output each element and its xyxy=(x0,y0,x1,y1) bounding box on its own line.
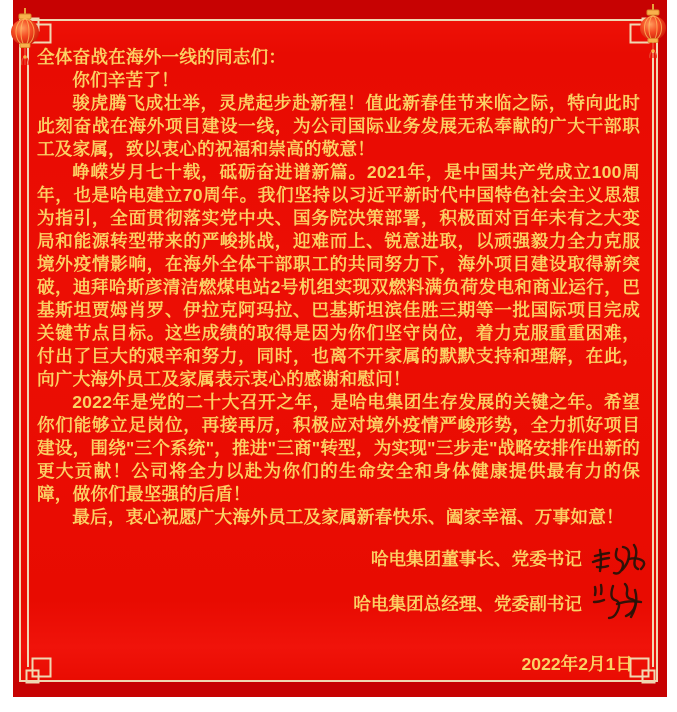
lantern-icon xyxy=(5,8,45,66)
frame-inner-line-right xyxy=(652,32,654,667)
handwritten-signature-icon xyxy=(587,579,647,631)
signer-title: 哈电集团总经理、党委副书记 xyxy=(353,594,582,614)
letter-paragraph: 峥嵘岁月七十载，砥砺奋进谱新篇。2021年，是中国共产党成立100周年，也是哈电建立70周年。我们坚持以习近平新时代中国特色社会主义思想为指引，全面贯彻落实党中央、国务院决策部署，积极面对百年未有之大变局和能源转型带来的严峻挑战，迎难而上、锐意进取，以顽强毅力全力克服境外疫情影响，在海外全体干部职工的共同努力下，海外项目建设取得新突破，迪拜哈斯彦清洁燃煤电站2号机组实现双燃料满负荷发电和商业运行，巴基斯坦贾姆肖罗、伊拉克阿玛拉、巴基斯坦滨佳胜三期等一批国际项目完成关键节点目标。这些成绩的取得是因为你们坚守岗位，着力克服重重困难，付出了巨大的艰辛和努力，同时，也离不开家属的默默支持和理解，在此，向广大海外员工及家属表示衷心的感谢和慰问！ xyxy=(37,162,640,389)
signer-title: 哈电集团董事长、党委书记 xyxy=(370,549,582,569)
corner-ornament-bottom-left-icon xyxy=(25,656,53,684)
letter-paragraph: 2022年是党的二十大召开之年，是哈电集团生存发展的关键之年。希望你们能够立足岗位，再接再厉，积极应对境外疫情严峻形势，全力抓好项目建设，围绕"三个系统"，推进"三商"转型，为实现"三步走"战略安排作出新的更大贡献！公司将全力以赴为你们的生命安全和身体健康提供最有力的保障，做你们最坚强的后盾！ xyxy=(37,392,640,504)
letter-paragraph: 最后，衷心祝愿广大海外员工及家属新春快乐、阖家幸福、万事如意！ xyxy=(72,507,624,527)
letter-date: 2022年2月1日 xyxy=(521,654,633,674)
letter-body xyxy=(37,46,640,529)
letter-paragraph: 你们辛苦了！ xyxy=(72,70,179,90)
letter-paragraph: 骏虎腾飞成壮举，灵虎起步赴新程！值此新春佳节来临之际，特向此时此刻奋战在海外项目建设一线，为公司国际业务发展无私奉献的广大干部职工及家属，致以衷心的祝福和崇高的敬意！ xyxy=(37,93,640,159)
signature-row-general-manager xyxy=(353,591,647,616)
lantern-icon xyxy=(633,4,673,62)
salutation: 全体奋战在海外一线的同志们： xyxy=(37,47,287,67)
signature-row-chairman xyxy=(371,546,647,571)
frame-inner-line-left xyxy=(27,32,29,667)
greeting-letter-page xyxy=(13,0,667,697)
